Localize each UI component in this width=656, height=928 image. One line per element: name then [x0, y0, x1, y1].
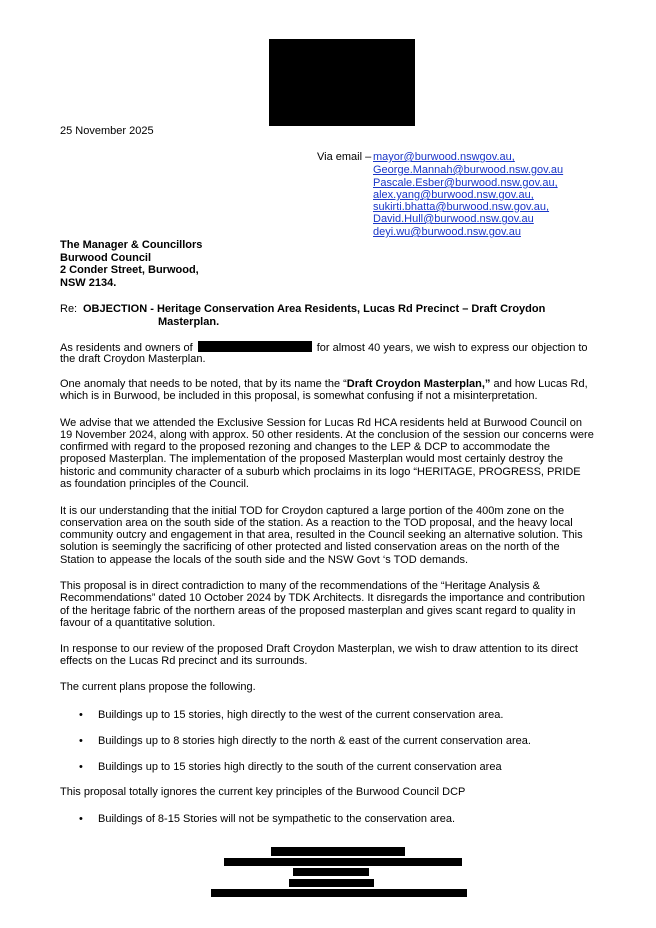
paragraph-tod-line: solution is seemingly the sacrificing of other protected and listed conservation areas on the north of the: [60, 541, 560, 553]
email-link-esber[interactable]: Pascale.Esber@burwood.nsw.gov.au,: [373, 177, 558, 189]
paragraph-dcp: This proposal totally ignores the current key principles of the Burwood Council DCP: [60, 786, 466, 798]
paragraph-contradiction-line: Recommendations” dated 10 October 2024 by TDK Architects. It disregards the importance and contribution: [60, 592, 586, 604]
via-email-label: Via email –: [317, 151, 372, 163]
redacted-address: [198, 341, 312, 352]
paragraph-residents-line2: the draft Croydon Masterplan.: [60, 353, 206, 365]
email-link-bhatta[interactable]: sukirti.bhatta@burwood.nsw.gov.au,: [373, 201, 550, 213]
paragraph-session-line: proposed Masterplan. The implementation of the proposed Masterplan would most certainly destroy the: [60, 453, 564, 465]
redacted-footer-line: [211, 889, 467, 897]
email-link-mayor[interactable]: mayor@burwood.nswgov.au,: [373, 151, 515, 163]
bullet-item: Buildings up to 15 stories, high directly to the west of the current conservation area.: [98, 709, 504, 721]
paragraph-tod-line: It is our understanding that the initial TOD for Croydon captured a large portion of the 400m zone on the: [60, 505, 565, 517]
paragraph-tod-line: conservation area on the south side of the station. As a reaction to the TOD proposal, and the heavy local: [60, 517, 573, 529]
paragraph-tod-line: community outcry and engagement in that area, resulted in the Council seeking an alternative solution. This: [60, 529, 583, 541]
paragraph-current-plans: The current plans propose the following.: [60, 681, 256, 693]
bullet-marker: •: [79, 709, 83, 721]
bullet-item: Buildings up to 8 stories high directly to the north & east of the current conservation area.: [98, 735, 531, 747]
re-prefix: Re:: [60, 303, 78, 315]
email-link-yang[interactable]: alex.yang@burwood.nsw.gov.au,: [373, 189, 534, 201]
paragraph-session-line: We advise that we attended the Exclusive Session for Lucas Rd HCA residents held at Burwood Council on: [60, 417, 582, 429]
letter-date: 25 November 2025: [60, 125, 154, 137]
redacted-footer-line: [289, 879, 374, 887]
redacted-footer-line: [271, 847, 405, 856]
paragraph-session-line: historic and community character of a suburb which proclaims in its logo “HERITAGE, PROGRESS, PRIDE: [60, 466, 581, 478]
re-subject-line1: OBJECTION - Heritage Conservation Area Residents, Lucas Rd Precinct – Draft Croydon: [83, 303, 546, 315]
redacted-footer-line: [293, 868, 369, 876]
bullet-marker: •: [79, 813, 83, 825]
addressee-line: The Manager & Councillors: [60, 239, 203, 251]
paragraph-session-line: as foundation principles of the Council.: [60, 478, 249, 490]
paragraph-tod-line: Station to appease the locals of the south side and the NSW Govt ‘s TOD demands.: [60, 554, 469, 566]
paragraph-review-line: In response to our review of the proposed Draft Croydon Masterplan, we wish to draw attention to its direct: [60, 643, 578, 655]
paragraph-session-line: 19 November 2024, along with approx. 50 other residents. At the conclusion of the session our concerns were: [60, 429, 594, 441]
paragraph-residents-line1: As residents and owners of for almost 40 years, we wish to express our objection to: [60, 342, 588, 354]
paragraph-contradiction-line: This proposal is in direct contradiction to many of the recommendations of the “Heritage Analysis &: [60, 580, 540, 592]
addressee-line: 2 Conder Street, Burwood,: [60, 264, 199, 276]
re-subject-line2: Masterplan.: [158, 316, 220, 328]
redacted-footer-line: [224, 858, 462, 866]
paragraph-contradiction-line: of the heritage fabric of the northern areas of the proposed masterplan and gives scant regard to quality in: [60, 605, 576, 617]
bullet-marker: •: [79, 761, 83, 773]
addressee-line: NSW 2134.: [60, 277, 117, 289]
bullet-item: Buildings up to 15 stories high directly to the south of the current conservation area: [98, 761, 502, 773]
redacted-logo: [269, 39, 415, 126]
paragraph-anomaly-line1: One anomaly that needs to be noted, that by its name the “Draft Croydon Masterplan,” and how Lucas Rd,: [60, 378, 588, 390]
email-link-mannah[interactable]: George.Mannah@burwood.nsw.gov.au: [373, 164, 564, 176]
email-link-hull[interactable]: David.Hull@burwood.nsw.gov.au: [373, 213, 534, 225]
bullet-item: Buildings of 8-15 Stories will not be sympathetic to the conservation area.: [98, 813, 456, 825]
paragraph-session-line: confirmed with regard to the proposed rezoning and changes to the LEP & DCP to accommodate the: [60, 441, 550, 453]
paragraph-contradiction-line: favour of a quantitative solution.: [60, 617, 216, 629]
bullet-marker: •: [79, 735, 83, 747]
email-link-wu[interactable]: deyi.wu@burwood.nsw.gov.au: [373, 226, 521, 238]
addressee-line: Burwood Council: [60, 252, 152, 264]
paragraph-review-line: effects on the Lucas Rd precinct and its surrounds.: [60, 655, 308, 667]
paragraph-anomaly-line2: which is in Burwood, be included in this proposal, is somewhat confusing if not a misinterpretation.: [60, 390, 538, 402]
